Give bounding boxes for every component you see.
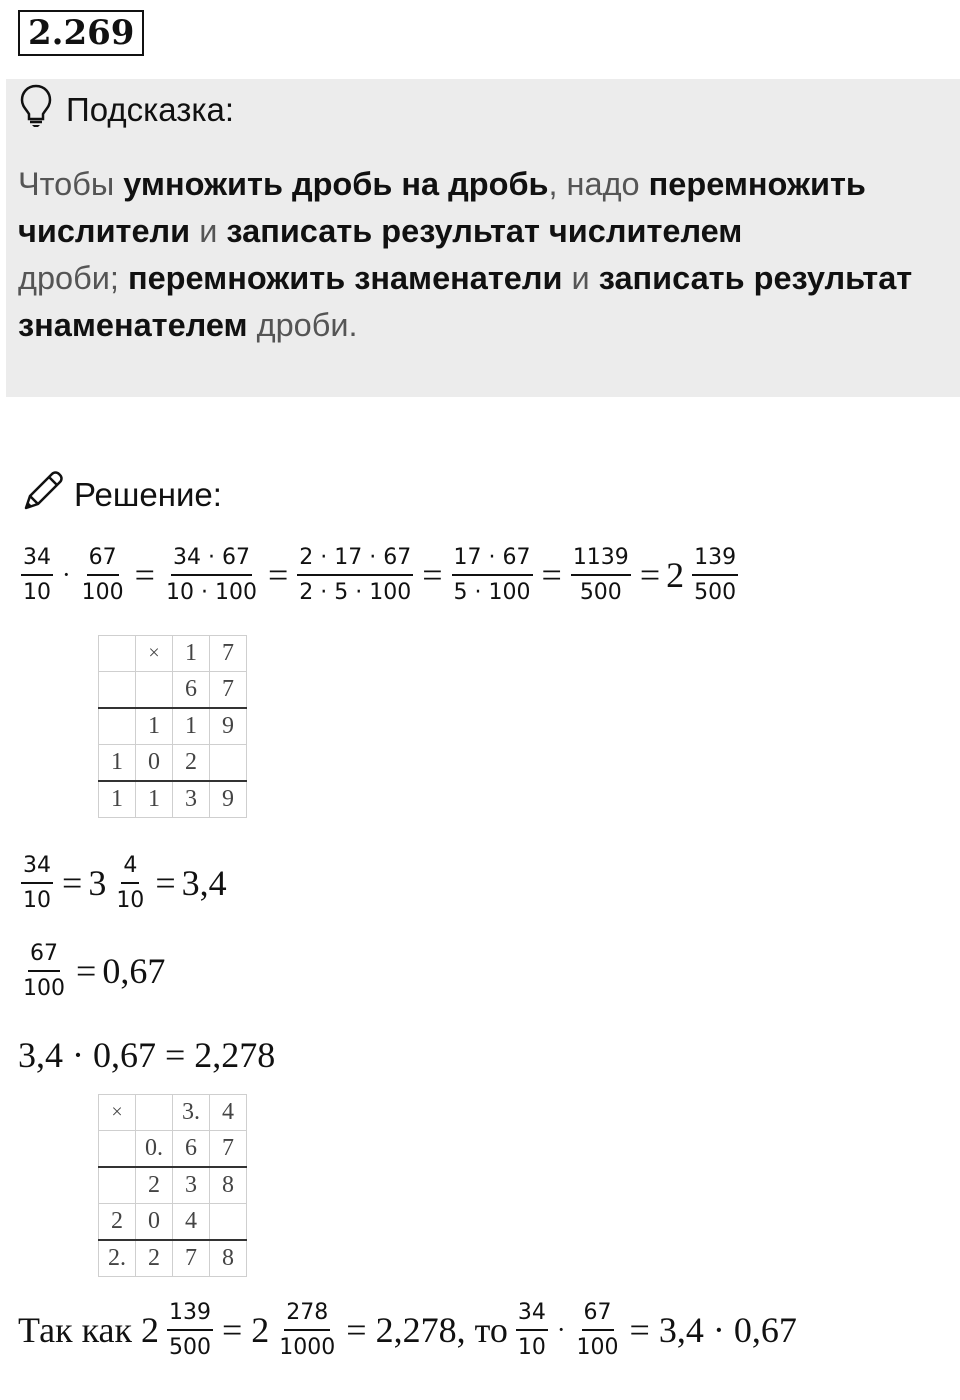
grid-row [99, 1131, 247, 1168]
denominator: 10 [116, 888, 145, 914]
hint-bold-part: умножить дробь на дробь [123, 166, 549, 202]
multiply-sign: · [556, 1315, 566, 1345]
conclusion-text: = 3,4 · 0,67 [629, 1310, 797, 1351]
numerator: 17 · 67 [452, 545, 533, 576]
fraction [164, 545, 259, 606]
denominator: 100 [23, 976, 65, 1002]
grid-cell: 7 [210, 1131, 247, 1168]
denominator: 500 [168, 1335, 211, 1361]
numerator: 4 [121, 853, 139, 884]
grid-cell: 2 [136, 1240, 173, 1277]
denominator: 2 · 5 · 100 [299, 580, 412, 606]
numerator: 67 [582, 1300, 614, 1331]
denominator: 1000 [279, 1335, 336, 1361]
fraction [114, 853, 146, 914]
grid-cell: 1 [99, 745, 136, 782]
conclusion [18, 1300, 797, 1361]
grid-cell: × [136, 636, 173, 672]
grid-cell: 1 [136, 708, 173, 745]
equals-sign: = [76, 951, 97, 992]
denominator: 5 · 100 [453, 580, 531, 606]
fraction [277, 1300, 337, 1361]
equals-sign: = [541, 555, 562, 596]
denominator: 10 · 100 [165, 580, 257, 606]
lightbulb-icon [20, 84, 52, 136]
grid-cell: 9 [210, 708, 247, 745]
grid-cell: × [99, 1095, 136, 1131]
grid-cell [99, 1167, 136, 1204]
grid-cell: 8 [210, 1167, 247, 1204]
hint-text-part: дроби; [18, 260, 128, 296]
grid-row [99, 636, 247, 672]
grid-cell [99, 636, 136, 672]
grid-row [99, 1204, 247, 1241]
grid-cell: 6 [173, 1131, 210, 1168]
equation-2 [18, 853, 227, 914]
equation-1 [18, 545, 741, 606]
fraction [167, 1300, 213, 1361]
hint-text-part: дроби. [247, 307, 358, 343]
conclusion-text: = 2 [221, 1310, 270, 1351]
grid-cell: 3 [173, 781, 210, 818]
grid-cell [136, 1095, 173, 1131]
equals-sign: = [155, 863, 176, 904]
denominator: 10 [517, 1335, 546, 1361]
numerator: 34 · 67 [171, 545, 252, 576]
grid-cell: 1 [99, 781, 136, 818]
whole-part: 2 [666, 555, 685, 596]
numerator: 34 [21, 545, 53, 576]
grid-cell: 4 [210, 1095, 247, 1131]
grid-cell: 2. [99, 1240, 136, 1277]
equation-3 [18, 941, 165, 1002]
denominator: 500 [694, 580, 737, 606]
grid-row [99, 1167, 247, 1204]
grid-cell: 2 [99, 1204, 136, 1241]
grid-cell: 9 [210, 781, 247, 818]
grid-cell: 1 [173, 636, 210, 672]
equation-4-text: 3,4 · 0,67 = 2,278 [18, 1035, 276, 1075]
result: 3,4 [181, 863, 227, 904]
grid-cell [210, 745, 247, 782]
equals-sign: = [267, 555, 289, 596]
equals-sign: = [62, 863, 83, 904]
problem-number: 2.269 [18, 10, 144, 56]
fraction [516, 1300, 548, 1361]
grid-cell: 3 [173, 1167, 210, 1204]
fraction [452, 545, 533, 606]
numerator: 2 · 17 · 67 [297, 545, 413, 576]
multiply-sign: · [62, 560, 71, 590]
grid-row [99, 745, 247, 782]
denominator: 100 [81, 580, 124, 606]
fraction [21, 545, 53, 606]
equals-sign: = [134, 555, 155, 596]
hint-text-part: и [190, 213, 227, 249]
equals-sign: = [422, 555, 443, 596]
equals-sign: = [639, 555, 661, 596]
multiplication-grid-1 [98, 635, 247, 818]
solution-header [20, 470, 222, 520]
grid-cell: 6 [173, 672, 210, 709]
grid-row [99, 672, 247, 709]
hint-bold-part: перемножить знаменатели [127, 260, 563, 296]
grid-cell: 7 [210, 636, 247, 672]
numerator: 67 [87, 545, 119, 576]
grid-cell: 4 [173, 1204, 210, 1241]
hint-title: Подсказка: [66, 91, 235, 128]
grid-cell [99, 708, 136, 745]
fraction [575, 1300, 621, 1361]
hint-text-part: и [562, 260, 599, 296]
hint-bold-part: перемножить числители [18, 166, 866, 249]
equation-4 [18, 1033, 275, 1077]
grid-row [99, 708, 247, 745]
grid-row [99, 1240, 247, 1277]
fraction [21, 853, 53, 914]
grid-cell [99, 1131, 136, 1168]
denominator: 10 [23, 580, 51, 606]
conclusion-text: = 2,278, то [346, 1310, 508, 1351]
fraction [21, 941, 67, 1002]
grid-cell: 3. [173, 1095, 210, 1131]
result: 0,67 [102, 951, 166, 992]
fraction [571, 545, 631, 606]
numerator: 139 [692, 545, 738, 576]
grid-cell: 0 [136, 1204, 173, 1241]
hint-text-part: , надо [548, 166, 649, 202]
hint-text [18, 161, 948, 349]
grid-cell: 7 [210, 672, 247, 709]
hint-bold-part: записать результат числителем [226, 213, 743, 249]
numerator: 1139 [571, 545, 631, 576]
grid-cell: 0 [136, 745, 173, 782]
numerator: 34 [21, 853, 53, 884]
fraction [297, 545, 413, 606]
grid-row [99, 781, 247, 818]
grid-cell [210, 1204, 247, 1241]
grid-cell: 1 [136, 781, 173, 818]
hint-header [20, 88, 234, 132]
grid-cell: 8 [210, 1240, 247, 1277]
solution-title: Решение: [74, 476, 222, 513]
grid-cell: 1 [173, 708, 210, 745]
grid-cell [136, 672, 173, 709]
numerator: 34 [516, 1300, 548, 1331]
fraction [692, 545, 738, 606]
hint-text-part: Чтобы [18, 166, 124, 202]
fraction [80, 545, 126, 606]
grid-cell: 0. [136, 1131, 173, 1168]
conclusion-text: Так как 2 [18, 1310, 159, 1351]
grid-cell: 7 [173, 1240, 210, 1277]
denominator: 100 [576, 1335, 619, 1361]
pencil-icon [20, 468, 66, 522]
grid-cell: 2 [136, 1167, 173, 1204]
whole-part: 3 [88, 863, 107, 904]
hint-bold-part: записать результат знаменателем [18, 260, 913, 343]
numerator: 67 [28, 941, 60, 972]
grid-row [99, 1095, 247, 1131]
multiplication-grid-2 [98, 1094, 247, 1277]
grid-cell: 2 [173, 745, 210, 782]
numerator: 139 [167, 1300, 213, 1331]
numerator: 278 [284, 1300, 330, 1331]
denominator: 500 [579, 580, 622, 606]
denominator: 10 [23, 888, 51, 914]
grid-cell [99, 672, 136, 709]
